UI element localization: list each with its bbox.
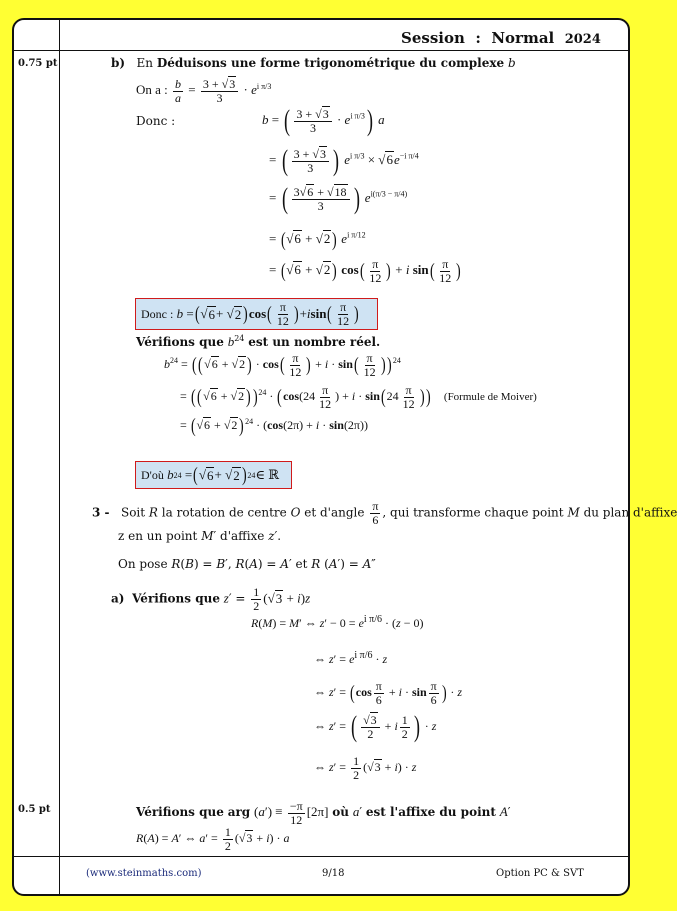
equation-line: R(M) = M′ ⇔ $z' - 0 = e^{i \pi/6} \cdot (z - 0)$ bbox=[251, 614, 424, 630]
equation-line: ⇔ z′ = (cos $\frac{\pi}{6}$ + i · sin $\frac{\pi}{6}$ ) · z bbox=[314, 679, 463, 707]
equation-line: = ( $\frac{3 + √3}{3}$ ) $e^{i \pi/3} \times √6e^{-i \pi/4}$ bbox=[269, 144, 419, 177]
question-3-pose: On pose R(B) = B′, R(A) = A′ et R (A′) = A″ bbox=[118, 557, 376, 571]
session-header: Session : Normal 2024 bbox=[401, 29, 601, 47]
question-3-text: z en un point M′ d'affixe z′. bbox=[118, 529, 282, 543]
equation-line: $b^{24}$ = ( (√6 + √2 ) · cos( $\frac{\pi}{12}$ ) + i · sin( $\frac{\pi}{12}$ ) )$^{24}$ bbox=[164, 351, 401, 379]
result-box: Donc : b = ( √ 6 + √ 2 ) cos ( $\frac{\pi}{12}$ ) + i sin ( $\frac{\pi}{12}$ ) bbox=[135, 298, 378, 330]
equation-line: R(A) = A′ ⇔ a′ = $\frac{1}{2}$ (√3 + i) · a bbox=[136, 825, 290, 853]
equation-line: ⇔ $z' = e^{i \pi/6} \cdot z$ bbox=[314, 650, 388, 666]
margin-divider bbox=[59, 20, 60, 896]
equation-line: ⇔ z′ = ( $\frac{√3}{2}$ + i $\frac{1}{2}$ ) · z bbox=[314, 710, 437, 743]
verify-arg-title: Vérifions que arg (a′) ≡ $\frac{-\pi}{12}$ [2π] où a′ est l'affixe du point A′ bbox=[136, 799, 511, 827]
result-box: D'où b 24 = ( √ 6 + √ 2 ) 24 ∈ ℝ bbox=[135, 461, 292, 489]
equation-line: = (√6 + √2 ) $e^{i \pi/12}$ bbox=[269, 229, 366, 251]
question-3-text: 3 - Soit R la rotation de centre O et d'angle $\frac{\pi}{6}$ , qui transforme chaque point M du plan d'affixe bbox=[92, 499, 677, 527]
footer-option: Option PC & SVT bbox=[496, 868, 584, 879]
equation-line: ⇔ z′ = $\frac{1}{2}$ (√3 + i) · z bbox=[314, 754, 417, 782]
verify-real-title: Vérifions que $b^{24}$ est un nombre réel. bbox=[136, 334, 381, 349]
footer-page-number: 9/18 bbox=[322, 868, 345, 879]
equation-line: = ( (√6 + √2 ) )$^{24}$ · (cos(24 $\frac{\pi}{12}$ ) + i · sin(24 $\frac{\pi}{12}$ ) ) (Formule de Moiver) bbox=[180, 383, 537, 411]
equation-on-a: On a : $\frac{b}{a}$ = $\frac{3 + √3}{3}$ · $e^{i \pi/3}$ bbox=[136, 77, 272, 105]
exam-sheet bbox=[12, 18, 677, 896]
equation-line: = (√6 + √2 )$^{24}$ · (cos(2π) + i · sin(2π)) bbox=[180, 415, 368, 437]
footer-divider bbox=[14, 856, 630, 857]
footer-site-link[interactable]: (www.steinmaths.com) bbox=[86, 868, 202, 879]
points-label: 0.75 pt bbox=[18, 58, 58, 69]
equation-line: = (√6 + √2 ) cos( $\frac{\pi}{12}$ ) + i sin( $\frac{\pi}{12}$ ) bbox=[269, 257, 461, 285]
donc-label: Donc : bbox=[136, 114, 176, 128]
equation-line: = ( $\frac{3√6 + √18}{3}$ ) $e^{i(\pi/3 - \pi/4)}$ bbox=[269, 182, 408, 215]
header-divider bbox=[14, 50, 630, 51]
part-a-title: a) Vérifions que z′ = $\frac{1}{2}$ (√3 + i)z bbox=[111, 585, 311, 613]
points-label: 0.5 pt bbox=[18, 804, 51, 815]
formula-note: (Formule de Moiver) bbox=[443, 390, 537, 403]
equation-line: b = ( $\frac{3 + √3}{3}$ · $e^{i \pi/3}$) a bbox=[262, 104, 385, 137]
part-b-title: b) En Déduisons une forme trigonométrique du complexe b bbox=[111, 56, 516, 70]
